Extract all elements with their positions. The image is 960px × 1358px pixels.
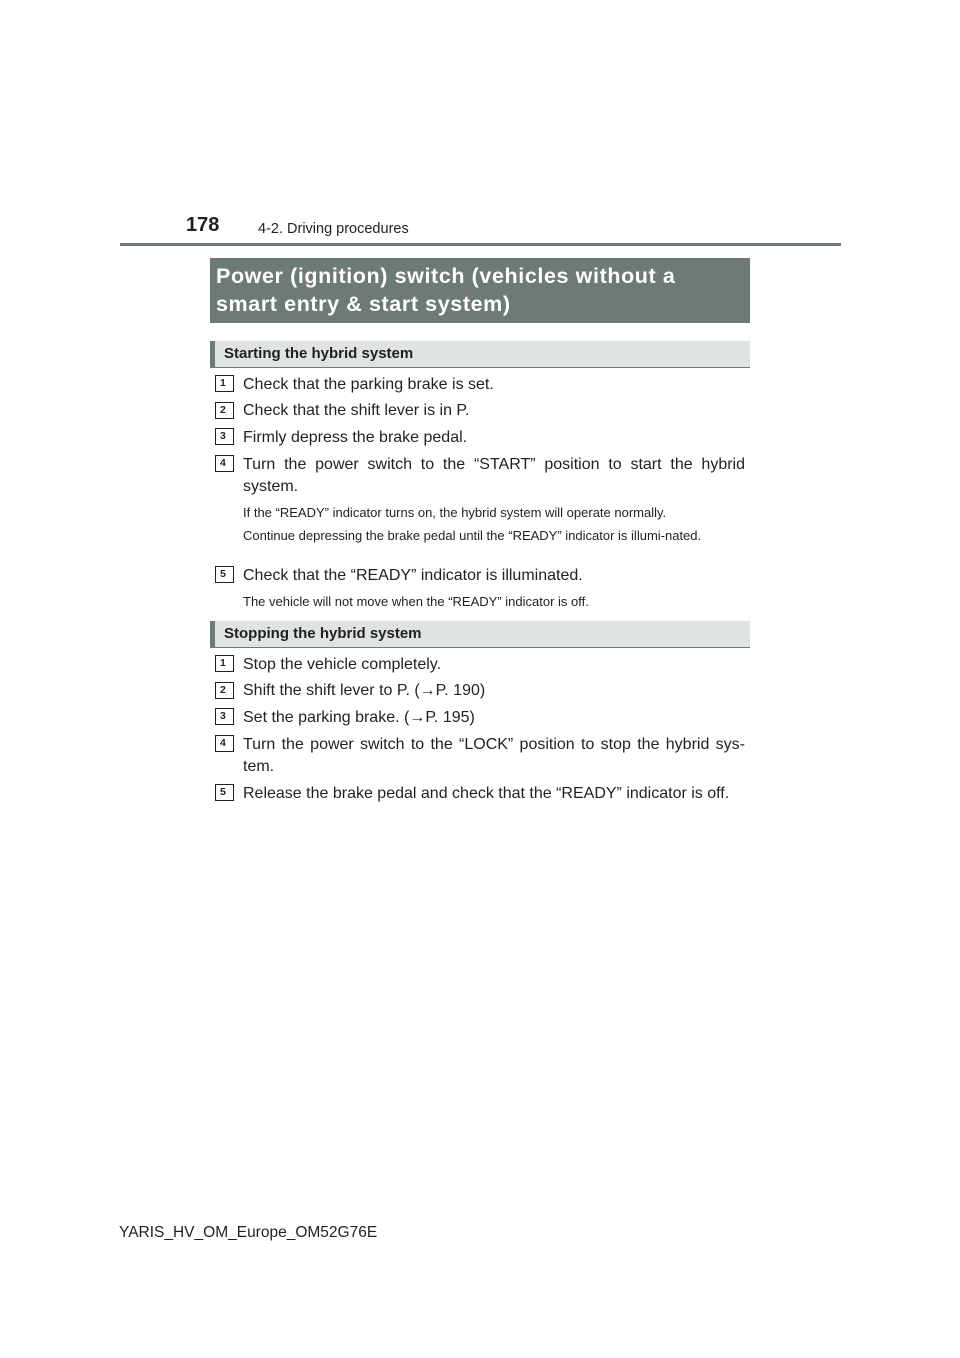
step-text: Release the brake pedal and check that the “READY” indicator is off. [243, 785, 730, 802]
note-text: Continue depressing the brake pedal until the “READY” indicator is illumi-nated. [243, 528, 702, 543]
step-number-badge: 2 [215, 682, 234, 699]
subheading-stopping: Stopping the hybrid system [210, 621, 750, 648]
note-text: The vehicle will not move when the “READY” indicator is off. [243, 594, 589, 609]
step-number-badge: 2 [215, 402, 234, 419]
subheading-starting: Starting the hybrid system [210, 341, 750, 368]
step-number-badge: 3 [215, 708, 234, 725]
step-number-badge: 4 [215, 455, 234, 472]
section-label: 4-2. Driving procedures [258, 221, 409, 237]
header-divider [120, 243, 841, 246]
step-number-badge: 5 [215, 566, 234, 583]
page-number: 178 [186, 214, 220, 236]
step-text: Shift the shift lever to P. (→P. 190) [243, 682, 486, 699]
step-number-badge: 1 [215, 655, 234, 672]
step-text: Firmly depress the brake pedal. [243, 429, 468, 446]
step-text: Check that the “READY” indicator is illuminated. [243, 567, 583, 584]
step-text: Check that the shift lever is in P. [243, 402, 470, 419]
step-text: Stop the vehicle completely. [243, 656, 442, 673]
note-text: If the “READY” indicator turns on, the hybrid system will operate normally. [243, 505, 667, 520]
step-text: Turn the power switch to the “LOCK” position to stop the hybrid sys-tem. [243, 736, 745, 775]
footer-document-code: YARIS_HV_OM_Europe_OM52G76E [119, 1224, 378, 1241]
step-number-badge: 5 [215, 784, 234, 801]
step-number-badge: 3 [215, 428, 234, 445]
step-number-badge: 4 [215, 735, 234, 752]
step-text: Turn the power switch to the “START” position to start the hybrid system. [243, 456, 745, 495]
step-text: Check that the parking brake is set. [243, 376, 494, 393]
step-text: Set the parking brake. (→P. 195) [243, 709, 475, 726]
step-number-badge: 1 [215, 375, 234, 392]
page-title: Power (ignition) switch (vehicles without a smart entry & start system) [210, 258, 750, 323]
